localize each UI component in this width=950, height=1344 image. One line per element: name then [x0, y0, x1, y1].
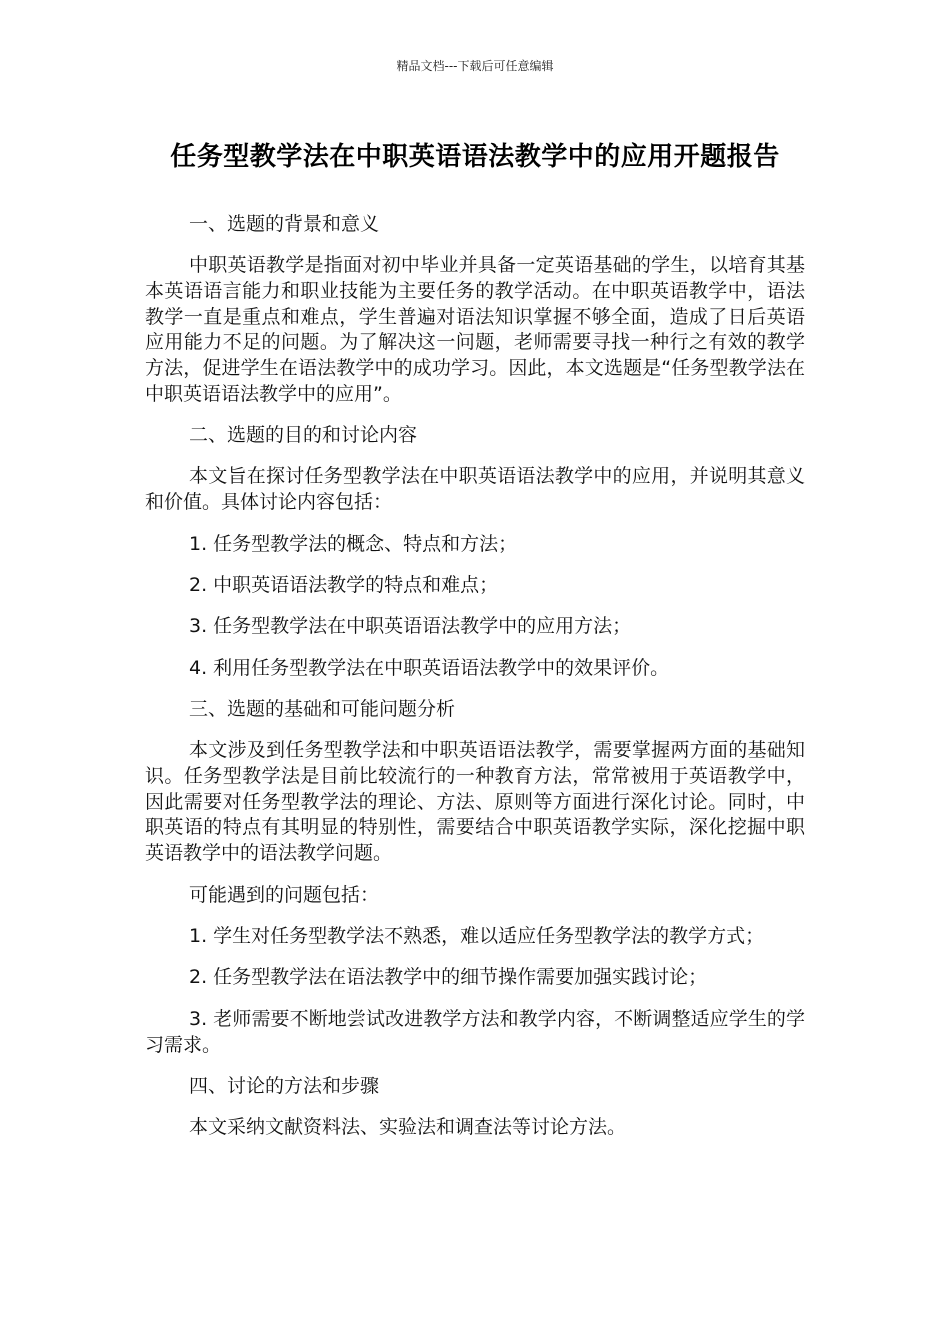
paragraph-purpose: 本文旨在探讨任务型教学法在中职英语语法教学中的应用，并说明其意义和价值。具体讨论内容包括： [145, 465, 805, 514]
paragraph-background: 中职英语教学是指面对初中毕业并具备一定英语基础的学生，以培育其基本英语语言能力和职业技能为主要任务的教学活动。在中职英语教学中，语法教学一直是重点和难点，学生普遍对语法知识掌握不够全面，造成了日后英语应用能力不足的问题。为了解决这一问题，老师需要寻找一种行之有效的教学方法，促进学生在语法教学中的成功学习。因此，本文选题是“任务型教学法在中职英语语法教学中的应用”。 [145, 253, 805, 405]
section-heading-purpose: 二、选题的目的和讨论内容 [189, 424, 418, 447]
list-item: 4. 利用任务型教学法在中职英语语法教学中的效果评价。 [189, 656, 670, 679]
section-heading-basis: 三、选题的基础和可能问题分析 [189, 698, 456, 721]
list-item: 1. 任务型教学法的概念、特点和方法； [189, 532, 518, 555]
section-heading-methods: 四、讨论的方法和步骤 [189, 1075, 380, 1098]
paragraph-problems-intro: 可能遇到的问题包括： [189, 883, 380, 906]
document-title: 任务型教学法在中职英语语法教学中的应用开题报告 [170, 142, 780, 172]
list-item: 3. 任务型教学法在中职英语语法教学中的应用方法； [189, 615, 632, 638]
document-body [145, 212, 805, 1156]
paragraph-basis: 本文涉及到任务型教学法和中职英语语法教学，需要掌握两方面的基础知识。任务型教学法是目前比较流行的一种教育方法，常常被用于英语教学中，因此需要对任务型教学法的理论、方法、原则等方面进行深化讨论。同时，中职英语的特点有其明显的特别性，需要结合中职英语教学实际，深化挖掘中职英语教学中的语法教学问题。 [145, 739, 805, 865]
list-item: 1. 学生对任务型教学法不熟悉，难以适应任务型教学法的教学方式； [189, 925, 765, 948]
list-item: 2. 中职英语语法教学的特点和难点； [189, 573, 499, 596]
section-heading-background: 一、选题的背景和意义 [189, 213, 380, 235]
list-item: 3. 老师需要不断地尝试改进教学方法和教学内容，不断调整适应学生的学习需求。 [145, 1007, 805, 1056]
paragraph-methods: 本文采纳文献资料法、实验法和调查法等讨论方法。 [189, 1116, 627, 1138]
page-header: 精品文档---下载后可任意编辑 [396, 59, 554, 73]
list-item: 2. 任务型教学法在语法教学中的细节操作需要加强实践讨论； [189, 966, 708, 989]
